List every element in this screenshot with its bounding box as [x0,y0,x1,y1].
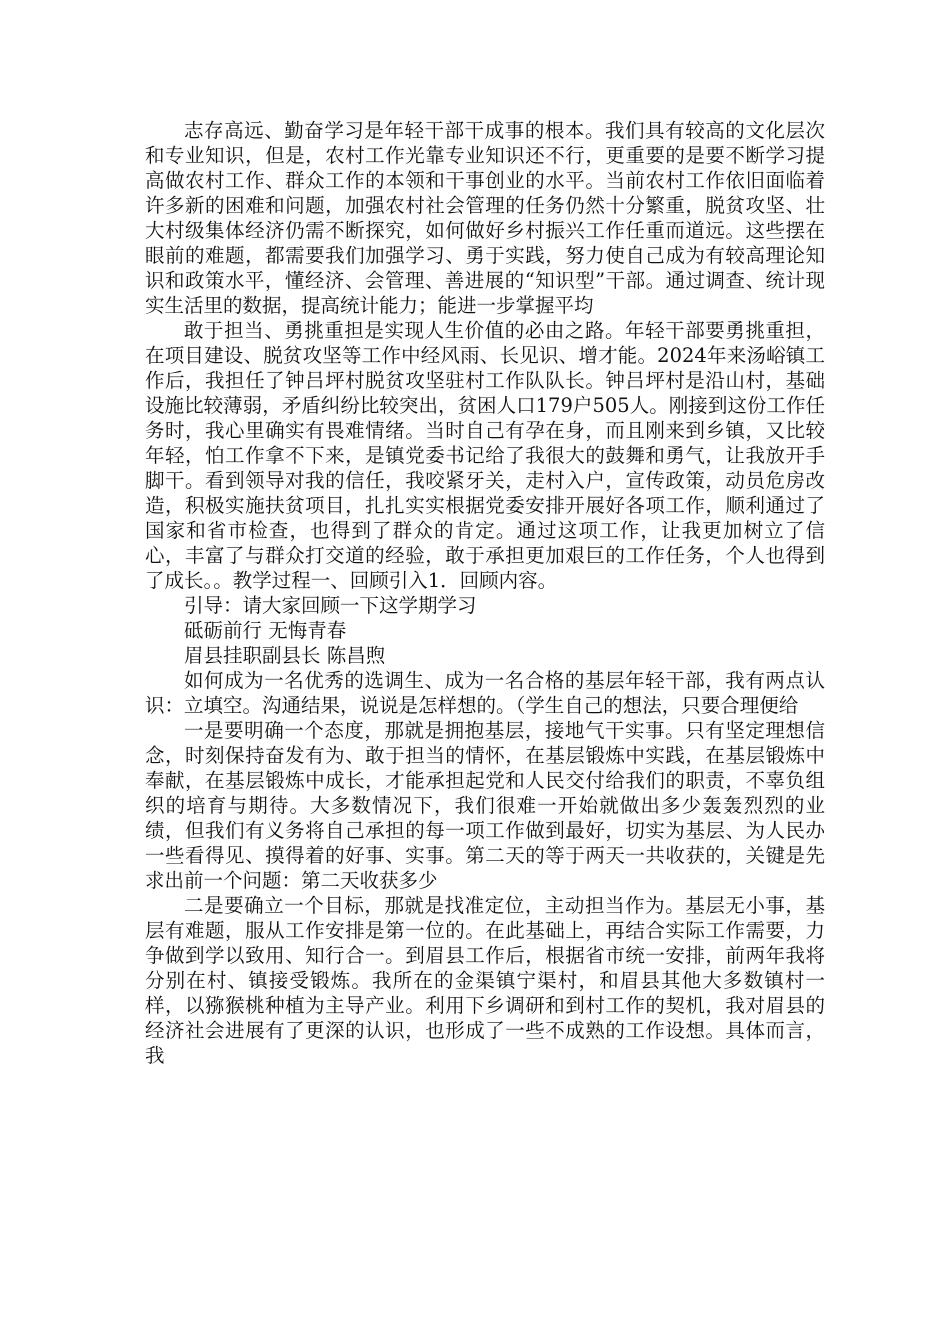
paragraph-author: 眉县挂职副县长 陈昌煦 [184,644,386,667]
paragraph-study: 志存高远、勤奋学习是年轻干部干成事的根本。我们具有较高的文化层次和专业知识，但是，农村工作光靠专业知识还不行，更重要的是要不断学习提高做农村工作、群众工作的本领和干事创业的水平。当前农村工作依旧面临着许多新的困难和问题，加强农村社会管理的任务仍然十分繁重，脱贫攻坚、壮大村级集体经济仍需不断探究，如何做好乡村振兴工作任重而道远。这些摆在眼前的难题，都需要我们加强学习、勇于实践，努力使自己成为有较高理论知识和政策水平，懂经济、会管理、善进展的“知识型”干部。通过调查、统计现实生活里的数据，提高统计能力；能进一步掌握平均 [145,119,825,317]
paragraph-heading: 砥砺前行 无悔青春 [184,619,347,642]
paragraph-point-two: 二是要确立一个目标，那就是找准定位，主动担当作为。基层无小事，基层有难题，服从工作安排是第一位的。在此基础上，再结合实际工作需要，力争做到学以致用、知行合一。到眉县工作后，根据省市统一安排，前两年我将分别在村、镇接受锻炼。我所在的金渠镇宁渠村，和眉县其他大多数镇村一样，以猕猴桃种植为主导产业。利用下乡调研和到村工作的契机，我对眉县的经济社会进展有了更深的认识，也形成了一些不成熟的工作设想。具体而言，我 [145,894,825,1067]
paragraph-guide: 引导：请大家回顾一下这学期学习 [184,594,477,617]
paragraph-responsibility: 敢于担当、勇挑重担是实现人生价值的必由之路。年轻干部要勇挑重担，在项目建设、脱贫攻坚等工作中经风雨、长见识、增才能。2024年来汤峪镇工作后，我担任了钟吕坪村脱贫攻坚驻村工作队队长。钟吕坪村是沿山村，基础设施比较薄弱，矛盾纠纷比较突出，贫困人口179户505人。刚接到这份工作任务时，我心里确实有畏难情绪。当时自己有孕在身，而且刚来到乡镇，又比较年轻，怕工作拿不下来，是镇党委书记给了我很大的鼓舞和勇气，让我放开手脚干。看到领导对我的信任，我咬紧牙关，走村入户，宣传政策，动员危房改造，积极实施扶贫项目，扎扎实实根据党委安排开展好各项工作，顺利通过了国家和省市检查，也得到了群众的肯定。通过这项工作，让我更加树立了信心，丰富了与群众打交道的经验，敢于承担更加艰巨的工作任务，个人也得到了成长。。教学过程一、回顾引入1．回顾内容。 [145,319,825,592]
paragraph-intro: 如何成为一名优秀的选调生、成为一名合格的基层年轻干部，我有两点认识：立填空。沟通结果，说说是怎样想的。（学生自己的想法，只要合理便给 [145,669,825,717]
paragraph-point-one: 一是要明确一个态度，那就是拥抱基层，接地气干实事。只有坚定理想信念，时刻保持奋发有为、敢于担当的情怀，在基层锻炼中实践，在基层锻炼中奉献，在基层锻炼中成长，才能承担起党和人民交付给我们的职责，不辜负组织的培育与期待。大多数情况下，我们很难一开始就做出多少轰轰烈烈的业绩，但我们有义务将自己承担的每一项工作做到最好，切实为基层、为人民办一些看得见、摸得着的好事、实事。第二天的等于两天一共收获的，关键是先求出前一个问题：第二天收获多少 [145,719,825,892]
document-page [145,118,825,1068]
